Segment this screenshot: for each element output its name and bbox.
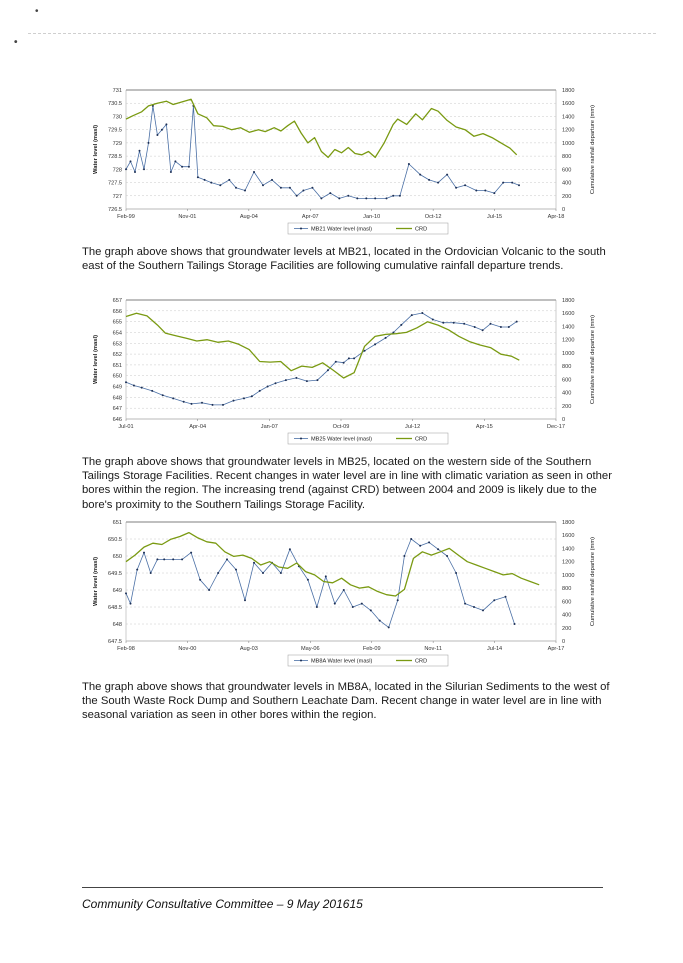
water-level-point <box>455 187 457 189</box>
y2-tick-label: 1800 <box>562 520 575 526</box>
water-level-point <box>482 609 484 611</box>
water-level-point <box>397 599 399 601</box>
water-level-point <box>130 603 132 605</box>
crd-line <box>126 313 519 378</box>
y2-tick-label: 0 <box>562 207 566 213</box>
water-level-point <box>464 603 466 605</box>
water-level-point <box>161 129 163 131</box>
water-level-point <box>251 395 253 397</box>
water-level-point <box>437 182 439 184</box>
x-tick-label: Jan-10 <box>363 214 381 220</box>
water-level-point <box>386 197 388 199</box>
water-level-point <box>235 569 237 571</box>
y2-axis-title: Cumulative rainfall departure (mm) <box>590 104 596 195</box>
water-level-point <box>133 385 135 387</box>
water-level-point <box>474 326 476 328</box>
water-level-point <box>143 168 145 170</box>
x-tick-label: Dec-17 <box>546 424 566 430</box>
y-tick-label: 656 <box>112 308 122 315</box>
water-level-point <box>325 575 327 577</box>
chart-mb25 <box>76 291 606 453</box>
water-level-point <box>400 324 402 326</box>
water-level-point <box>490 323 492 325</box>
caption-mb25: The graph above shows that groundwater levels in MB25, located on the western side of the Southern Tailings Storage Facilities. Recent changes in water level are in line with climatic variation as seen in other bores within the region. The increasing trend (against CRD) between 2004 and 2009 is likely due to the bore's proximity to the Southern Tailings Storage Facility. <box>82 456 612 511</box>
water-level-point <box>174 160 176 162</box>
y-tick-label: 657 <box>112 298 122 304</box>
water-level-point <box>172 397 174 399</box>
header-rule <box>28 33 656 34</box>
y2-tick-label: 400 <box>562 390 572 397</box>
y2-tick-label: 1400 <box>562 324 575 331</box>
water-level-point <box>482 329 484 331</box>
water-level-point <box>233 400 235 402</box>
x-tick-label: Apr-17 <box>547 646 565 652</box>
water-level-point <box>419 545 421 547</box>
legend-water-marker <box>300 438 302 440</box>
water-level-point <box>514 623 516 625</box>
legend-crd-label: CRD <box>415 226 428 233</box>
water-level-point <box>289 187 291 189</box>
crd-line <box>126 99 517 157</box>
legend-crd-label: CRD <box>415 658 428 665</box>
water-level-point <box>446 174 448 176</box>
water-level-point <box>370 609 372 611</box>
chart-mb8a-svg <box>76 513 606 675</box>
water-level-point <box>411 314 413 316</box>
x-tick-label: Aug-04 <box>239 214 258 220</box>
y2-tick-label: 800 <box>562 154 572 161</box>
y-tick-label: 648.5 <box>108 605 122 611</box>
water-level-point <box>385 337 387 339</box>
y-tick-label: 730.5 <box>108 101 122 108</box>
water-level-point <box>374 197 376 199</box>
water-level-point <box>475 190 477 192</box>
water-level-point <box>374 343 376 345</box>
water-level-point <box>516 321 518 323</box>
water-level-point <box>244 190 246 192</box>
legend-water-label: MB25 Water level (masl) <box>311 436 373 443</box>
water-level-point <box>188 166 190 168</box>
caption-mb8a: The graph above shows that groundwater levels in MB8A, located in the Silurian Sediments to the west of the South Waste Rock Dump and Southern Leachate Dam. Recent change in water level are in line with seasonal variation as seen in other bores within the region. <box>82 681 610 722</box>
y-tick-label: 731 <box>112 88 122 94</box>
y2-tick-label: 200 <box>562 403 572 410</box>
y2-tick-label: 1200 <box>562 559 575 566</box>
chart-mb25-svg <box>76 291 606 453</box>
y-tick-label: 727.5 <box>108 180 122 187</box>
water-level-point <box>302 190 304 192</box>
x-tick-label: Oct-12 <box>424 214 442 220</box>
y-tick-label: 652 <box>112 352 122 359</box>
x-tick-label: Jul-15 <box>486 214 503 220</box>
water-level-point <box>217 572 219 574</box>
y-tick-label: 649.5 <box>108 571 122 577</box>
water-level-point <box>493 599 495 601</box>
y-tick-label: 651 <box>112 362 122 369</box>
water-level-point <box>208 589 210 591</box>
y2-tick-label: 400 <box>562 180 572 187</box>
legend-water-marker <box>300 660 302 662</box>
x-tick-label: Apr-15 <box>475 424 493 430</box>
y-tick-label: 649 <box>112 384 122 391</box>
water-level-point <box>162 394 164 396</box>
water-level-point <box>243 397 245 399</box>
y2-tick-label: 1200 <box>562 127 575 134</box>
water-level-point <box>502 182 504 184</box>
water-level-point <box>151 390 153 392</box>
water-level-point <box>464 184 466 186</box>
water-level-point <box>352 606 354 608</box>
y-tick-label: 728 <box>112 167 122 174</box>
water-level-point <box>463 323 465 325</box>
y2-tick-label: 200 <box>562 193 572 200</box>
water-level-line <box>126 313 517 405</box>
y2-tick-label: 800 <box>562 586 572 593</box>
water-level-point <box>410 538 412 540</box>
water-level-point <box>338 197 340 199</box>
y-axis-title: Water level (masl) <box>93 556 99 607</box>
water-level-point <box>280 187 282 189</box>
y2-axis-title: Cumulative rainfall departure (mm) <box>590 536 596 627</box>
water-level-point <box>442 322 444 324</box>
water-level-point <box>343 362 345 364</box>
x-tick-label: May-06 <box>300 646 320 652</box>
y2-tick-label: 600 <box>562 377 572 384</box>
water-level-point <box>267 386 269 388</box>
water-level-point <box>493 192 495 194</box>
x-tick-label: Feb-98 <box>117 646 135 652</box>
water-level-point <box>500 326 502 328</box>
water-level-point <box>139 150 141 152</box>
x-tick-label: Jul-01 <box>118 424 134 430</box>
water-level-point <box>226 558 228 560</box>
water-level-point <box>204 179 206 181</box>
water-level-point <box>307 579 309 581</box>
y2-tick-label: 1800 <box>562 88 575 94</box>
x-tick-label: Feb-99 <box>117 214 135 220</box>
water-level-point <box>505 596 507 598</box>
x-tick-label: Apr-07 <box>301 214 319 220</box>
y2-tick-label: 0 <box>562 639 566 645</box>
water-level-point <box>212 404 214 406</box>
water-level-point <box>150 572 152 574</box>
y2-tick-label: 1400 <box>562 546 575 553</box>
water-level-point <box>428 179 430 181</box>
water-level-point <box>511 182 513 184</box>
water-level-point <box>222 404 224 406</box>
y2-tick-label: 1000 <box>562 572 575 579</box>
water-level-point <box>399 195 401 197</box>
y-tick-label: 646 <box>112 417 122 423</box>
water-level-point <box>271 179 273 181</box>
x-tick-label: Nov-00 <box>178 646 197 652</box>
water-level-point <box>253 562 255 564</box>
water-level-point <box>235 187 237 189</box>
y-tick-label: 653 <box>112 341 122 348</box>
y2-tick-label: 1400 <box>562 114 575 121</box>
water-level-point <box>172 558 174 560</box>
y2-axis-title: Cumulative rainfall departure (mm) <box>590 314 596 405</box>
y-tick-label: 651 <box>112 520 122 526</box>
chart-mb21-svg <box>76 81 606 243</box>
water-level-point <box>365 197 367 199</box>
water-level-point <box>364 350 366 352</box>
water-level-point <box>156 134 158 136</box>
water-level-point <box>253 171 255 173</box>
water-level-point <box>228 179 230 181</box>
x-tick-label: Jan-07 <box>260 424 278 430</box>
y-tick-label: 727 <box>112 193 122 200</box>
water-level-point <box>419 174 421 176</box>
water-level-point <box>428 541 430 543</box>
y2-tick-label: 1000 <box>562 350 575 357</box>
water-level-point <box>403 555 405 557</box>
chart-mb8a <box>76 513 606 675</box>
water-level-point <box>191 403 193 405</box>
water-level-point <box>453 322 455 324</box>
water-level-point <box>170 171 172 173</box>
water-level-point <box>518 184 520 186</box>
water-level-point <box>201 402 203 404</box>
y2-tick-label: 400 <box>562 612 572 619</box>
y2-tick-label: 1600 <box>562 311 575 318</box>
water-level-point <box>163 558 165 560</box>
water-level-point <box>289 548 291 550</box>
water-level-point <box>348 357 350 359</box>
water-level-point <box>408 163 410 165</box>
water-level-point <box>141 387 143 389</box>
y-tick-label: 647 <box>112 406 122 413</box>
crd-line <box>126 533 539 596</box>
water-level-point <box>183 401 185 403</box>
water-level-point <box>356 197 358 199</box>
water-level-line <box>126 539 515 627</box>
y-tick-label: 728.5 <box>108 154 122 161</box>
y2-tick-label: 600 <box>562 599 572 606</box>
water-level-point <box>379 620 381 622</box>
x-tick-label: Jul-12 <box>405 424 421 430</box>
water-level-point <box>244 599 246 601</box>
corner-mark: • <box>35 6 39 17</box>
water-level-point <box>508 326 510 328</box>
y-tick-label: 729.5 <box>108 127 122 134</box>
water-level-point <box>295 377 297 379</box>
water-level-point <box>388 626 390 628</box>
water-level-point <box>143 552 145 554</box>
water-level-point <box>125 381 127 383</box>
water-level-point <box>329 192 331 194</box>
x-tick-label: Apr-18 <box>547 214 565 220</box>
water-level-point <box>148 142 150 144</box>
margin-mark: • <box>14 37 18 48</box>
water-level-point <box>421 312 423 314</box>
water-level-point <box>335 361 337 363</box>
water-level-point <box>285 379 287 381</box>
y-tick-label: 729 <box>112 140 122 147</box>
water-level-point <box>484 190 486 192</box>
y-tick-label: 648 <box>112 395 122 402</box>
water-level-point <box>136 569 138 571</box>
y-tick-label: 726.5 <box>108 207 122 213</box>
x-tick-label: Nov-11 <box>424 646 442 652</box>
chart-mb21 <box>76 81 606 243</box>
water-level-point <box>181 558 183 560</box>
water-level-point <box>197 176 199 178</box>
footer-text: Community Consultative Committee – 9 May 201615 <box>82 897 363 911</box>
y-tick-label: 649 <box>112 588 122 594</box>
water-level-point <box>181 166 183 168</box>
y2-tick-label: 800 <box>562 364 572 371</box>
water-level-point <box>280 572 282 574</box>
water-level-point <box>296 195 298 197</box>
y-tick-label: 648 <box>112 622 122 628</box>
water-level-point <box>125 592 127 594</box>
water-level-point <box>316 379 318 381</box>
y2-tick-label: 1600 <box>562 533 575 540</box>
water-level-point <box>392 195 394 197</box>
y-tick-label: 650 <box>112 373 122 380</box>
y2-tick-label: 1800 <box>562 298 575 304</box>
footer-rule <box>82 887 603 888</box>
y-tick-label: 647.5 <box>108 639 122 645</box>
y2-tick-label: 200 <box>562 625 572 632</box>
x-tick-label: Nov-01 <box>178 214 197 220</box>
y-tick-label: 650 <box>112 554 122 560</box>
water-level-point <box>320 197 322 199</box>
water-level-point <box>262 184 264 186</box>
legend-water-label: MB8A Water level (masl) <box>311 658 373 665</box>
water-level-point <box>275 382 277 384</box>
water-level-point <box>306 380 308 382</box>
water-level-point <box>262 572 264 574</box>
water-level-point <box>347 195 349 197</box>
x-tick-label: Apr-04 <box>189 424 207 430</box>
water-level-point <box>199 579 201 581</box>
water-level-point <box>125 168 127 170</box>
water-level-point <box>334 603 336 605</box>
water-level-point <box>432 319 434 321</box>
water-level-point <box>327 369 329 371</box>
water-level-point <box>219 184 221 186</box>
water-level-point <box>455 572 457 574</box>
water-level-point <box>446 555 448 557</box>
legend-water-label: MB21 Water level (masl) <box>311 226 373 233</box>
y-tick-label: 650.5 <box>108 537 122 543</box>
y2-tick-label: 1600 <box>562 101 575 108</box>
water-level-point <box>259 390 261 392</box>
water-level-point <box>190 552 192 554</box>
y2-tick-label: 1000 <box>562 140 575 147</box>
water-level-point <box>130 160 132 162</box>
x-tick-label: Feb-09 <box>362 646 381 652</box>
water-level-point <box>156 558 158 560</box>
water-level-point <box>353 357 355 359</box>
y-tick-label: 654 <box>112 330 122 337</box>
y-axis-title: Water level (masl) <box>93 334 99 385</box>
water-level-point <box>134 171 136 173</box>
caption-mb21: The graph above shows that groundwater levels at MB21, located in the Ordovician Volcanic to the south east of the Southern Tailings Storage Facilities are following cumulative rainfall departure trends. <box>82 246 606 273</box>
y-tick-label: 730 <box>112 114 122 121</box>
legend-crd-label: CRD <box>415 436 428 443</box>
water-level-point <box>165 123 167 125</box>
water-level-point <box>210 182 212 184</box>
water-level-point <box>473 606 475 608</box>
water-level-point <box>316 606 318 608</box>
y-tick-label: 655 <box>112 319 122 326</box>
water-level-point <box>437 548 439 550</box>
x-tick-label: Oct-09 <box>332 424 350 430</box>
y-axis-title: Water level (masl) <box>93 124 99 175</box>
x-tick-label: Aug-03 <box>239 646 258 652</box>
water-level-point <box>361 603 363 605</box>
legend-water-marker <box>300 228 302 230</box>
y2-tick-label: 1200 <box>562 337 575 344</box>
x-tick-label: Jul-14 <box>486 646 503 652</box>
y2-tick-label: 600 <box>562 167 572 174</box>
water-level-point <box>311 187 313 189</box>
y2-tick-label: 0 <box>562 417 566 423</box>
water-level-point <box>343 589 345 591</box>
